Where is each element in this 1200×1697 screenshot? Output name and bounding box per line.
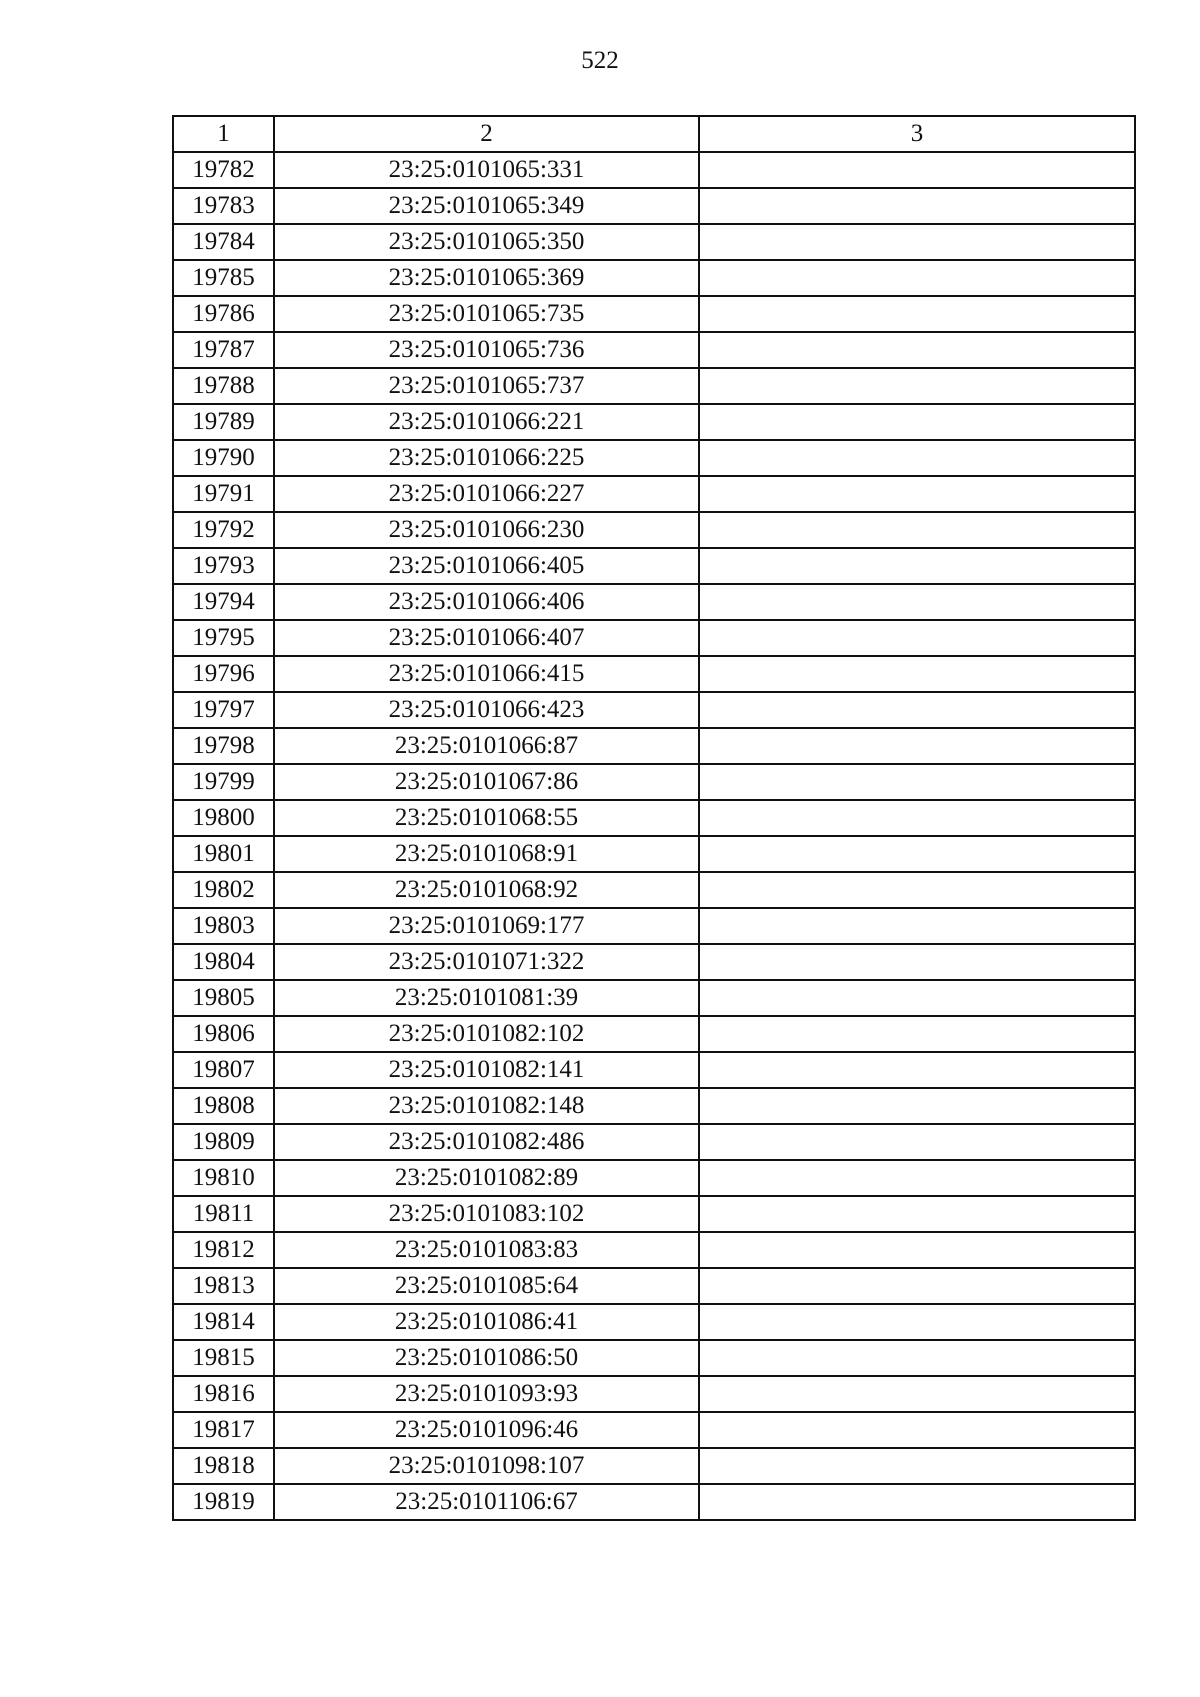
row-number-cell: 19793 <box>173 548 274 584</box>
empty-cell <box>699 656 1135 692</box>
row-number-cell: 19788 <box>173 368 274 404</box>
empty-cell <box>699 872 1135 908</box>
cadastral-number-cell: 23:25:0101098:107 <box>274 1448 699 1484</box>
row-number-cell: 19810 <box>173 1160 274 1196</box>
cadastral-number-cell: 23:25:0101067:86 <box>274 764 699 800</box>
row-number-cell: 19804 <box>173 944 274 980</box>
table-row <box>173 368 1135 404</box>
table-row <box>173 980 1135 1016</box>
empty-cell <box>699 944 1135 980</box>
table-row <box>173 224 1135 260</box>
cadastral-number-cell: 23:25:0101066:415 <box>274 656 699 692</box>
empty-cell <box>699 548 1135 584</box>
cadastral-number-cell: 23:25:0101083:102 <box>274 1196 699 1232</box>
table-row <box>173 512 1135 548</box>
empty-cell <box>699 1448 1135 1484</box>
row-number-cell: 19787 <box>173 332 274 368</box>
row-number-cell: 19782 <box>173 152 274 188</box>
row-number-cell: 19791 <box>173 476 274 512</box>
row-number-cell: 19806 <box>173 1016 274 1052</box>
row-number-cell: 19819 <box>173 1484 274 1520</box>
row-number-cell: 19783 <box>173 188 274 224</box>
row-number-cell: 19796 <box>173 656 274 692</box>
cadastral-number-cell: 23:25:0101093:93 <box>274 1376 699 1412</box>
empty-cell <box>699 584 1135 620</box>
cadastral-number-cell: 23:25:0101096:46 <box>274 1412 699 1448</box>
row-number-cell: 19790 <box>173 440 274 476</box>
empty-cell <box>699 1196 1135 1232</box>
empty-cell <box>699 476 1135 512</box>
table-row <box>173 296 1135 332</box>
cadastral-number-cell: 23:25:0101065:350 <box>274 224 699 260</box>
empty-cell <box>699 404 1135 440</box>
cadastral-number-cell: 23:25:0101106:67 <box>274 1484 699 1520</box>
empty-cell <box>699 1160 1135 1196</box>
cadastral-number-cell: 23:25:0101068:91 <box>274 836 699 872</box>
table-row <box>173 836 1135 872</box>
table-header <box>173 116 1135 152</box>
row-number-cell: 19817 <box>173 1412 274 1448</box>
empty-cell <box>699 1304 1135 1340</box>
table-row <box>173 1340 1135 1376</box>
cadastral-number-cell: 23:25:0101083:83 <box>274 1232 699 1268</box>
cadastral-number-cell: 23:25:0101066:225 <box>274 440 699 476</box>
row-number-cell: 19798 <box>173 728 274 764</box>
row-number-cell: 19803 <box>173 908 274 944</box>
cadastral-number-cell: 23:25:0101066:221 <box>274 404 699 440</box>
table-row <box>173 476 1135 512</box>
empty-cell <box>699 1268 1135 1304</box>
cadastral-number-cell: 23:25:0101082:141 <box>274 1052 699 1088</box>
header-row <box>173 116 1135 152</box>
empty-cell <box>699 188 1135 224</box>
empty-cell <box>699 152 1135 188</box>
table-row <box>173 1484 1135 1520</box>
table-row <box>173 1052 1135 1088</box>
empty-cell <box>699 692 1135 728</box>
empty-cell <box>699 440 1135 476</box>
row-number-cell: 19789 <box>173 404 274 440</box>
empty-cell <box>699 1016 1135 1052</box>
empty-cell <box>699 1376 1135 1412</box>
empty-cell <box>699 764 1135 800</box>
empty-cell <box>699 1124 1135 1160</box>
cadastral-number-cell: 23:25:0101085:64 <box>274 1268 699 1304</box>
empty-cell <box>699 332 1135 368</box>
cadastral-number-cell: 23:25:0101068:55 <box>274 800 699 836</box>
empty-cell <box>699 908 1135 944</box>
empty-cell <box>699 512 1135 548</box>
cadastral-number-cell: 23:25:0101065:735 <box>274 296 699 332</box>
table-row <box>173 620 1135 656</box>
table-row <box>173 440 1135 476</box>
table-row <box>173 656 1135 692</box>
cadastral-number-cell: 23:25:0101071:322 <box>274 944 699 980</box>
row-number-cell: 19792 <box>173 512 274 548</box>
table-body <box>173 152 1135 1520</box>
table-row <box>173 260 1135 296</box>
cadastral-number-cell: 23:25:0101065:737 <box>274 368 699 404</box>
table-row <box>173 332 1135 368</box>
cadastral-number-cell: 23:25:0101082:102 <box>274 1016 699 1052</box>
table-row <box>173 1304 1135 1340</box>
cadastral-number-cell: 23:25:0101082:148 <box>274 1088 699 1124</box>
cadastral-number-cell: 23:25:0101065:369 <box>274 260 699 296</box>
cadastral-number-cell: 23:25:0101082:486 <box>274 1124 699 1160</box>
row-number-cell: 19808 <box>173 1088 274 1124</box>
table-row <box>173 1232 1135 1268</box>
empty-cell <box>699 620 1135 656</box>
cadastral-number-cell: 23:25:0101066:405 <box>274 548 699 584</box>
table-row <box>173 1160 1135 1196</box>
empty-cell <box>699 260 1135 296</box>
table-row <box>173 764 1135 800</box>
cadastral-number-cell: 23:25:0101066:227 <box>274 476 699 512</box>
column-header-2: 2 <box>274 116 699 152</box>
empty-cell <box>699 1340 1135 1376</box>
row-number-cell: 19786 <box>173 296 274 332</box>
cadastral-number-cell: 23:25:0101082:89 <box>274 1160 699 1196</box>
cadastral-number-cell: 23:25:0101086:50 <box>274 1340 699 1376</box>
cadastral-number-table <box>172 115 1136 1521</box>
table-row <box>173 728 1135 764</box>
cadastral-number-cell: 23:25:0101066:87 <box>274 728 699 764</box>
empty-cell <box>699 1232 1135 1268</box>
row-number-cell: 19802 <box>173 872 274 908</box>
empty-cell <box>699 1412 1135 1448</box>
table-row <box>173 1016 1135 1052</box>
cadastral-number-cell: 23:25:0101081:39 <box>274 980 699 1016</box>
row-number-cell: 19811 <box>173 1196 274 1232</box>
row-number-cell: 19801 <box>173 836 274 872</box>
table-row <box>173 188 1135 224</box>
empty-cell <box>699 296 1135 332</box>
row-number-cell: 19799 <box>173 764 274 800</box>
table-row <box>173 800 1135 836</box>
empty-cell <box>699 224 1135 260</box>
row-number-cell: 19815 <box>173 1340 274 1376</box>
empty-cell <box>699 728 1135 764</box>
cadastral-number-cell: 23:25:0101066:230 <box>274 512 699 548</box>
row-number-cell: 19795 <box>173 620 274 656</box>
row-number-cell: 19784 <box>173 224 274 260</box>
page-number: 522 <box>581 47 619 74</box>
row-number-cell: 19794 <box>173 584 274 620</box>
column-header-1: 1 <box>173 116 274 152</box>
cadastral-number-cell: 23:25:0101086:41 <box>274 1304 699 1340</box>
table-row <box>173 1412 1135 1448</box>
empty-cell <box>699 1052 1135 1088</box>
row-number-cell: 19785 <box>173 260 274 296</box>
table-row <box>173 404 1135 440</box>
empty-cell <box>699 800 1135 836</box>
table-row <box>173 1088 1135 1124</box>
empty-cell <box>699 368 1135 404</box>
table-row <box>173 584 1135 620</box>
table-row <box>173 152 1135 188</box>
table-row <box>173 1268 1135 1304</box>
table-row <box>173 1448 1135 1484</box>
empty-cell <box>699 980 1135 1016</box>
table-row <box>173 872 1135 908</box>
cadastral-number-cell: 23:25:0101066:407 <box>274 620 699 656</box>
cadastral-number-cell: 23:25:0101065:349 <box>274 188 699 224</box>
table-row <box>173 1124 1135 1160</box>
row-number-cell: 19816 <box>173 1376 274 1412</box>
table-row <box>173 944 1135 980</box>
cadastral-number-cell: 23:25:0101065:736 <box>274 332 699 368</box>
row-number-cell: 19818 <box>173 1448 274 1484</box>
table-row <box>173 692 1135 728</box>
column-header-3: 3 <box>699 116 1135 152</box>
empty-cell <box>699 836 1135 872</box>
cadastral-number-cell: 23:25:0101065:331 <box>274 152 699 188</box>
row-number-cell: 19813 <box>173 1268 274 1304</box>
row-number-cell: 19814 <box>173 1304 274 1340</box>
table-row <box>173 548 1135 584</box>
cadastral-number-cell: 23:25:0101066:406 <box>274 584 699 620</box>
cadastral-number-cell: 23:25:0101069:177 <box>274 908 699 944</box>
row-number-cell: 19809 <box>173 1124 274 1160</box>
cadastral-number-cell: 23:25:0101068:92 <box>274 872 699 908</box>
empty-cell <box>699 1088 1135 1124</box>
table-row <box>173 908 1135 944</box>
empty-cell <box>699 1484 1135 1520</box>
cadastral-number-cell: 23:25:0101066:423 <box>274 692 699 728</box>
row-number-cell: 19797 <box>173 692 274 728</box>
row-number-cell: 19812 <box>173 1232 274 1268</box>
table-row <box>173 1376 1135 1412</box>
row-number-cell: 19805 <box>173 980 274 1016</box>
row-number-cell: 19800 <box>173 800 274 836</box>
table-row <box>173 1196 1135 1232</box>
row-number-cell: 19807 <box>173 1052 274 1088</box>
